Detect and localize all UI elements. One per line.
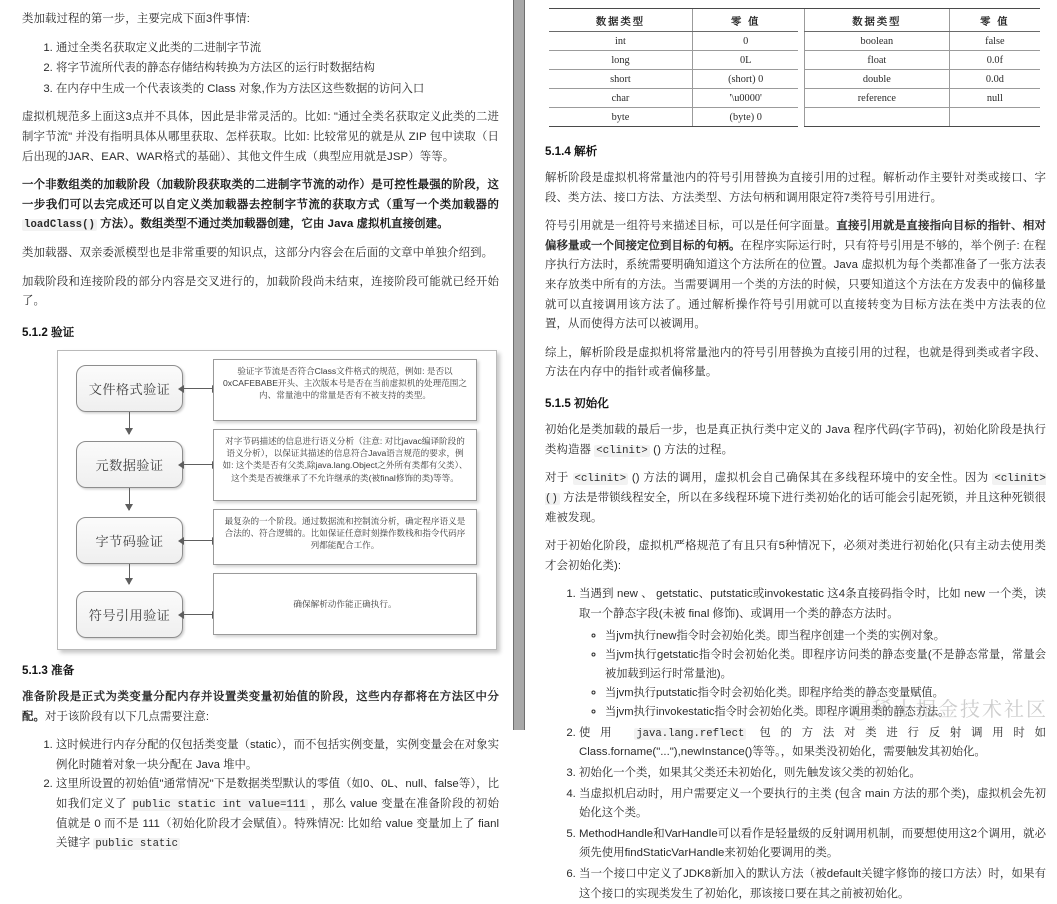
cell-datatype: boolean [804, 32, 949, 51]
heading-5-1-5: 5.1.5 初始化 [545, 397, 609, 411]
parse-p2-a: 符号引用就是一组符号来描述目标，可以是任何字面量。 [545, 220, 837, 233]
flow-connector-2 [184, 464, 212, 465]
flow-arrow-1 [129, 412, 130, 434]
column-divider [513, 0, 525, 730]
list-item: 3. 在内存中生成一个代表该类的 Class 对象,作为方法区这些数据的访问入口 [56, 80, 499, 100]
list-item [56, 775, 499, 853]
cell-zerovalue: (byte) 0 [692, 108, 798, 127]
flow-arrow-3 [129, 564, 130, 584]
cell-zerovalue: 0 [692, 32, 798, 51]
table-body [549, 32, 1040, 127]
verification-flow-diagram [57, 350, 497, 650]
list-item: 1. 这时候进行内存分配的仅包括类变量（static），而不包括实例变量，实例变量会在对象实例化时随着对象一块分配在 Java 堆中。 [56, 736, 499, 775]
zero-values-table [549, 8, 1040, 127]
cell-zerovalue: false [949, 32, 1040, 51]
overlap-paragraph: 加载阶段和连接阶段的部分内容是交叉进行的，加载阶段尚未结束，连接阶段可能就已经开始了。 [22, 275, 499, 308]
cell-datatype: int [549, 32, 692, 51]
parse-p2-b: 在程序实际运行时，只有符号引用是不够的，举个例子: 在程序执行方法时，系统需要明确知道这个方法所在的位置。Java 虚拟机为每个类都准备了一张方法表来存放类中所有的方法。当需要调用一个类的方法的时候，只要知道这个方法在方发表中的偏移量就可以直接调用该方法了。通过解析操作符号引用就可以直接转变为目标方法在类中方法表的位置，从而使得方法可以被调用。 [545, 239, 1046, 331]
list-item [579, 724, 1046, 763]
flow-desc-symbol-ref: 确保解析动作能正确执行。 [213, 573, 477, 635]
init-paragraph-3: 对于初始化阶段，虚拟机严格规范了有且只有5种情况下，必须对类进行初始化(只有主动去使用类才会初始化类): [545, 540, 1046, 572]
zero-values-table-figure [545, 4, 1046, 129]
flow-node-bytecode: 字节码验证 [76, 517, 183, 564]
cell-datatype: short [549, 70, 692, 89]
cell-zerovalue: '\u0000' [692, 89, 798, 108]
intro-lead: 类加载过程的第一步，主要完成下面3件事情: [22, 13, 251, 25]
prepare-lead-bold: 准备阶段是正式为类变量分配内存并设置类变量初始值的阶段，这些内存都将在方法区中分配。 [22, 690, 499, 723]
intro-list [22, 39, 499, 100]
prepare-lead-rest: 对于该阶段有以下几点需要注意: [44, 710, 210, 723]
list-item: ◦ 当jvm执行putstatic指令时会初始化类。即程序给类的静态变量赋值。 [605, 684, 1046, 703]
prepare-item-2-b: ，那么 value 变量在准备阶段的初始值就是 0 而不是 111（初始化阶段才会赋值）。特殊情况: 比如给 value 变量加上了 fianl 关键字 [56, 797, 499, 850]
column-header-datatype-2: 数据类型 [804, 9, 949, 32]
public-static-code: public static [95, 838, 179, 851]
list-item: 5. MethodHandle和VarHandle可以看作是轻量级的反射调用机制，而要想使用这2个调用，就必须先使用findStaticVarHandle来初始化要调用的类。 [579, 825, 1046, 864]
prepare-list [22, 736, 499, 854]
prepare-item-2-a: 这里所设置的初始值"通常情况"下是数据类型默认的零值（如0、0L、null、false等），比如我们定义了 [56, 778, 499, 810]
flow-connector-4 [184, 614, 212, 615]
init-p1-a: 初始化是类加载的最后一步，也是真正执行类中定义的 Java 程序代码(字节码)，初始化阶段是执行类构造器 [545, 424, 1046, 456]
cell-datatype: double [804, 70, 949, 89]
cell-datatype [804, 108, 949, 127]
init-item-1-text: 当遇到 new 、 getstatic、putstatic或invokestatic 这4条直接码指令时，比如 new 一个类，读取一个静态字段(未被 final 修饰)、或调用一个类的静态方法时。 [579, 588, 1046, 620]
table-header-row [549, 9, 1040, 32]
init-p1-b: () 方法的过程。 [653, 443, 734, 456]
clinit-code: <clinit> () [545, 473, 1047, 505]
cell-zerovalue: (short) 0 [692, 70, 798, 89]
clinit-code: <clinit> [574, 473, 627, 486]
static-int-value-code: public static int value=111 [132, 798, 306, 811]
list-item: ◦ 当jvm执行invokestatic指令时会初始化类。即程序调用类的静态方法。 [605, 703, 1046, 722]
left-column [0, 0, 513, 851]
init-p2-a: 对于 [545, 472, 569, 485]
flow-desc-metadata: 对字节码描述的信息进行语义分析（注意: 对比javac编译阶段的语义分析），以保证其描述的信息符合Java语言规范的要求，例如: 这个类是否有父类,除java.lang.Object之外所有类都有父类）、这个类是否被继承了不允许继承的类(被final修饰的类)等等。 [213, 429, 477, 501]
list-item [579, 585, 1046, 721]
list-item: 4. 当虚拟机启动时，用户需要定义一个要执行的主类 (包含 main 方法的那个类)，虚拟机会先初始化这个类。 [579, 785, 1046, 824]
spec-paragraph: 虚拟机规范多上面这3点并不具体，因此是非常灵活的。比如: "通过全类名获取定义此类的二进制字节流" 并没有指明具体从哪里获取、怎样获取。比如: 比较常见的就是从 ZIP 包中读取（日后出现的JAR、EAR、WAR格式的基础）、其他文件生成（典型应用就是JSP）等等。 [22, 111, 499, 163]
cell-datatype: long [549, 51, 692, 70]
flow-connector-1 [184, 388, 212, 389]
cell-datatype: reference [804, 89, 949, 108]
table-row [549, 70, 1040, 89]
parse-paragraph-2 [545, 217, 1046, 335]
cell-datatype: char [549, 89, 692, 108]
list-item: 1. 通过全类名获取定义此类的二进制字节流 [56, 39, 499, 59]
list-item: ◦ 当jvm执行getstatic指令时会初始化类。即程序访问类的静态变量(不是静态常量，常量会被加载到运行时常量池)。 [605, 646, 1046, 684]
cell-zerovalue: 0L [692, 51, 798, 70]
list-item: 6. 当一个接口中定义了JDK8新加入的默认方法（被default关键字修饰的接口方法）时，如果有这个接口的实现类发生了初始化，那该接口要在其之前被初始化。 [579, 865, 1046, 904]
init-paragraph-1 [545, 421, 1046, 460]
right-column [525, 0, 1056, 900]
clinit-code: <clinit> [596, 444, 648, 457]
table-row [549, 89, 1040, 108]
loading-phase-paragraph [22, 176, 499, 235]
init-item-1-sublist [579, 627, 1046, 722]
heading-5-1-4: 5.1.4 解析 [545, 145, 598, 158]
table-row [549, 51, 1040, 70]
loading-phase-text-1: 一个非数组类的加载阶段（加载阶段获取类的二进制字节流的动作）是可控性最强的阶段，这一步我们可以去完成还可以自定义类加载器去控制字节流的获取方式（重写一个类加载器的 [22, 179, 499, 211]
init-p2-b: () 方法的调用，虚拟机会自己确保其在多线程环境中的安全性。因为 [631, 472, 989, 485]
list-item: 2. 将字节流所代表的静态存储结构转换为方法区的运行时数据结构 [56, 59, 499, 79]
loading-phase-text-2: 方法）。数组类型不通过类加载器创建，它由 Java 虚拟机直接创建。 [100, 218, 449, 231]
parse-p2-bold: 直接引用就是直接指向目标的指针、相对偏移量或一个间接定位到目标的句柄。 [545, 220, 1046, 252]
column-header-zerovalue-2: 零 值 [949, 9, 1040, 32]
cell-zerovalue: 0.0d [949, 70, 1040, 89]
table-row [549, 32, 1040, 51]
flow-node-metadata: 元数据验证 [76, 441, 183, 488]
flow-desc-file-format: 验证字节流是否符合Class文件格式的规范，例如: 是否以0xCAFEBABE开头、主次版本号是否在当前虚拟机的处理范围之内、常量池中的常量是否有不被支持的类型。 [213, 359, 477, 421]
cell-datatype: float [804, 51, 949, 70]
parse-paragraph-3: 综上，解析阶段是虚拟机将常量池内的符号引用替换为直接引用的过程，也就是得到类或者字段、方法在内存中的指针或者偏移量。 [545, 346, 1046, 379]
watermark: @稀土掘金技术社区 [851, 699, 1048, 721]
cell-zerovalue [949, 108, 1040, 127]
column-header-datatype-1: 数据类型 [549, 9, 692, 32]
heading-5-1-3: 5.1.3 准备 [22, 663, 75, 677]
classloader-paragraph: 类加载器、双亲委派模型也是非常重要的知识点，这部分内容会在后面的文章中单独介绍到。 [22, 247, 494, 260]
column-header-zerovalue-1: 零 值 [692, 9, 798, 32]
flow-arrow-2 [129, 488, 130, 510]
list-item: ◦ 当jvm执行new指令时会初始化类。即当程序创建一个类的实例对象。 [605, 627, 1046, 646]
table-row [549, 108, 1040, 127]
cell-datatype: byte [549, 108, 692, 127]
flow-connector-3 [184, 540, 212, 541]
init-item-2-a: 使用 [579, 726, 622, 739]
init-paragraph-2 [545, 469, 1046, 528]
heading-5-1-2: 5.1.2 验证 [22, 325, 75, 339]
init-item-2-b: 包的方法对类进行反射调用时如Class.forname("..."),newInstance()等等。，如果类没初始化，需要触发其初始化。 [579, 726, 1046, 759]
init-conditions-list [545, 585, 1046, 904]
flow-node-file-format: 文件格式验证 [76, 365, 183, 412]
flow-desc-bytecode: 最复杂的一个阶段。通过数据流和控制流分析，确定程序语义是合法的、符合逻辑的。比如保证任意时刻操作数栈和指令代码序列都能配合工作。 [213, 509, 477, 565]
list-item: 3. 初始化一个类，如果其父类还未初始化，则先触发该父类的初始化。 [579, 764, 1046, 784]
prepare-lead [22, 688, 499, 727]
init-p2-c: 方法是带锁线程安全，所以在多线程环境下进行类初始化的话可能会引起死锁，并且这种死锁很难被发现。 [545, 491, 1047, 524]
loadclass-code: loadClass() [24, 219, 96, 232]
flow-node-symbol-ref: 符号引用验证 [76, 591, 183, 638]
parse-paragraph-1: 解析阶段是虚拟机将常量池内的符号引用替换为直接引用的过程。解析动作主要针对类或接口、字段、类方法、接口方法、方法类型、方法句柄和调用限定符7类符号引用进行。 [545, 172, 1046, 204]
reflect-package-code: java.lang.reflect [636, 727, 745, 740]
cell-zerovalue: null [949, 89, 1040, 108]
cell-zerovalue: 0.0f [949, 51, 1040, 70]
